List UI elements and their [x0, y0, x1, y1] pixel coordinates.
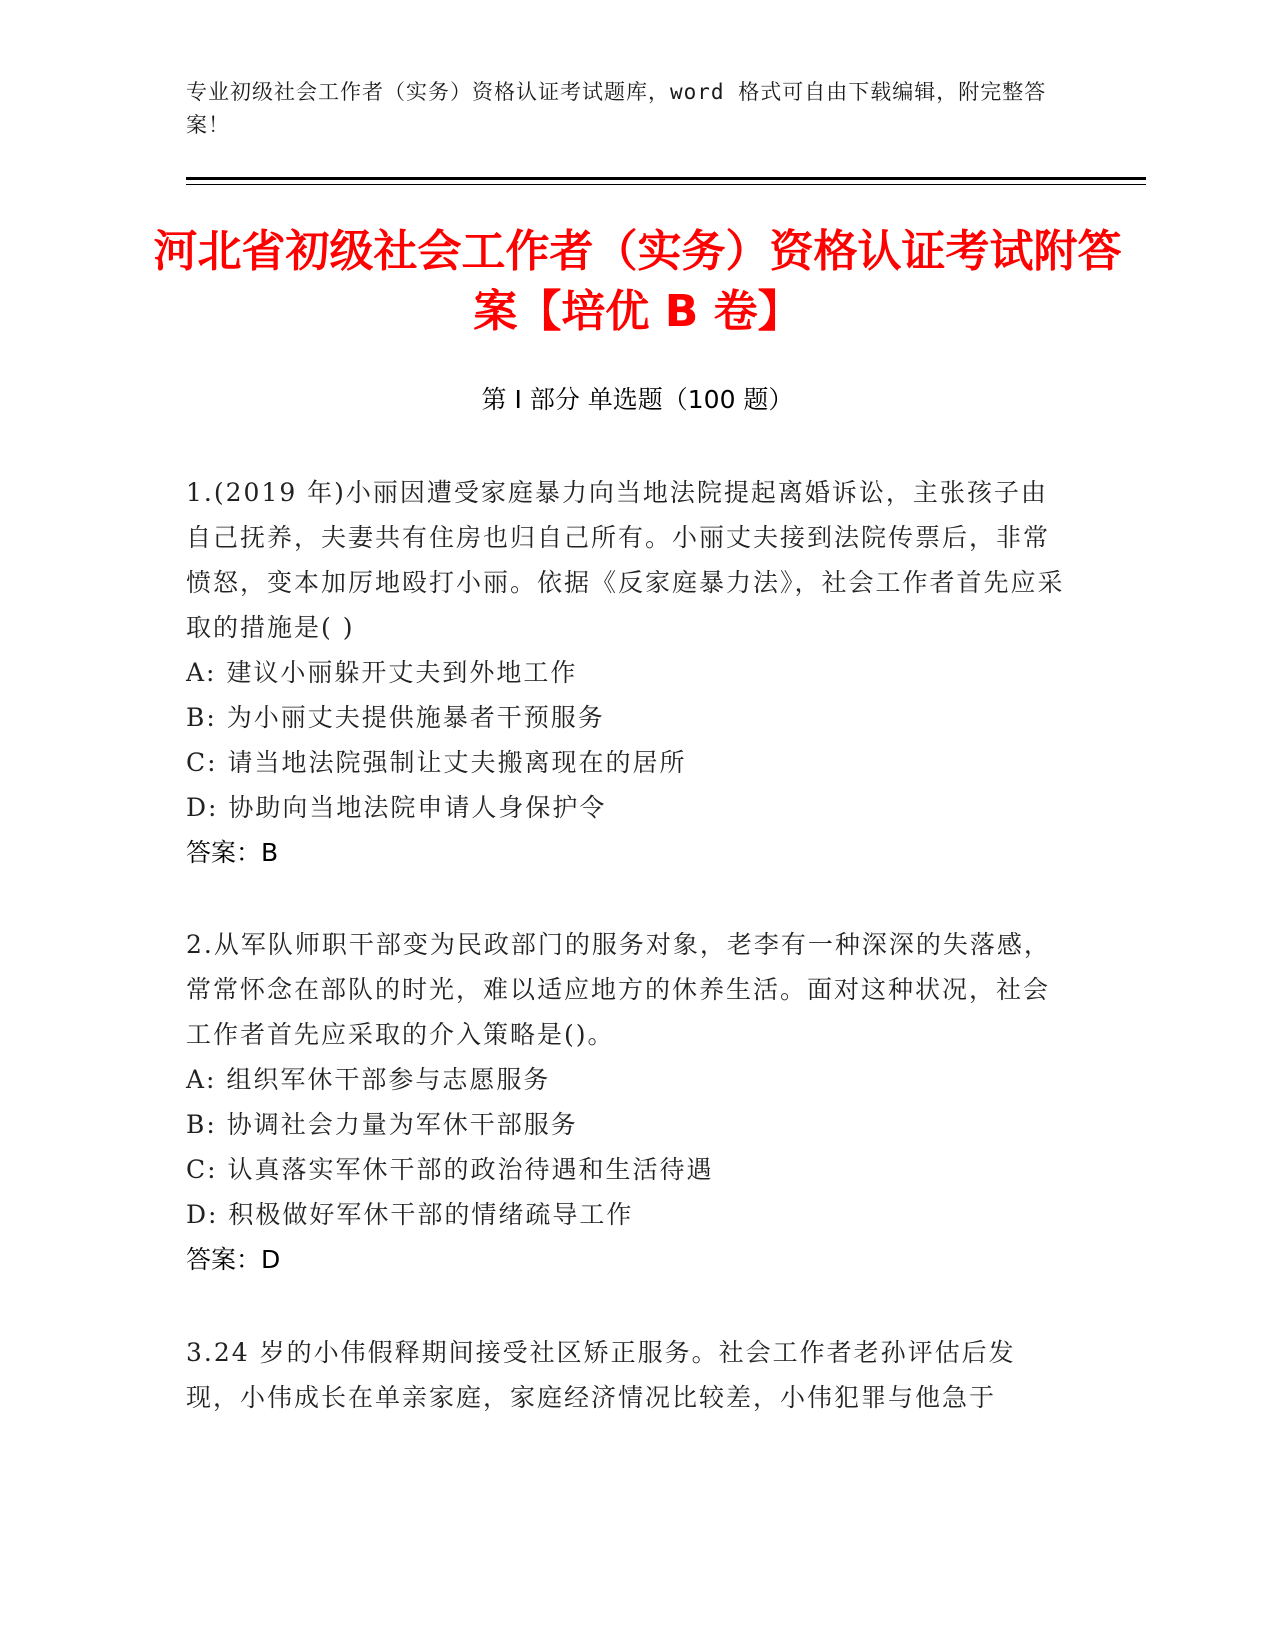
document-title: 河北省初级社会工作者（实务）资格认证考试附答案【培优 B 卷】 — [153, 226, 1122, 337]
question-stem: 3.24 岁的小伟假释期间接受社区矫正服务。社会工作者老孙评估后发现，小伟成长在单亲家庭，家庭经济情况比较差，小伟犯罪与他急于 — [186, 1338, 1016, 1412]
section-heading: 第 I 部分 单选题（100 题） — [481, 385, 794, 414]
question-3 — [186, 1330, 1066, 1420]
option-b: B: 为小丽丈夫提供施暴者干预服务 — [186, 703, 605, 732]
header-note: 专业初级社会工作者（实务）资格认证考试题库，word 格式可自由下载编辑，附完整答案！ — [186, 80, 1047, 137]
option-b: B: 协调社会力量为军休干部服务 — [186, 1110, 578, 1139]
header-divider-thin — [186, 184, 1146, 185]
answer: 答案：B — [186, 838, 279, 867]
question-stem: 1.(2019 年)小丽因遭受家庭暴力向当地法院提起离婚诉讼，主张孩子由自己抚养，夫妻共有住房也归自己所有。小丽丈夫接到法院传票后，非常愤怒，变本加厉地殴打小丽。依据《反家庭暴力法》，社会工作者首先应采取的措施是( ) — [186, 478, 1065, 642]
question-2 — [186, 922, 1066, 1282]
question-stem: 2.从军队师职干部变为民政部门的服务对象，老李有一种深深的失落感，常常怀念在部队的时光，难以适应地方的休养生活。面对这种状况，社会工作者首先应采取的介入策略是()。 — [186, 930, 1051, 1049]
option-a: A: 建议小丽躲开丈夫到外地工作 — [186, 658, 578, 687]
question-1 — [186, 470, 1066, 875]
option-c: C: 认真落实军休干部的政治待遇和生活待遇 — [186, 1155, 714, 1184]
option-d: D: 积极做好军休干部的情绪疏导工作 — [186, 1200, 634, 1229]
header-divider-thick — [186, 177, 1146, 180]
option-c: C: 请当地法院强制让丈夫搬离现在的居所 — [186, 748, 687, 777]
option-d: D: 协助向当地法院申请人身保护令 — [186, 793, 607, 822]
option-a: A: 组织军休干部参与志愿服务 — [186, 1065, 551, 1094]
answer: 答案：D — [186, 1245, 281, 1274]
